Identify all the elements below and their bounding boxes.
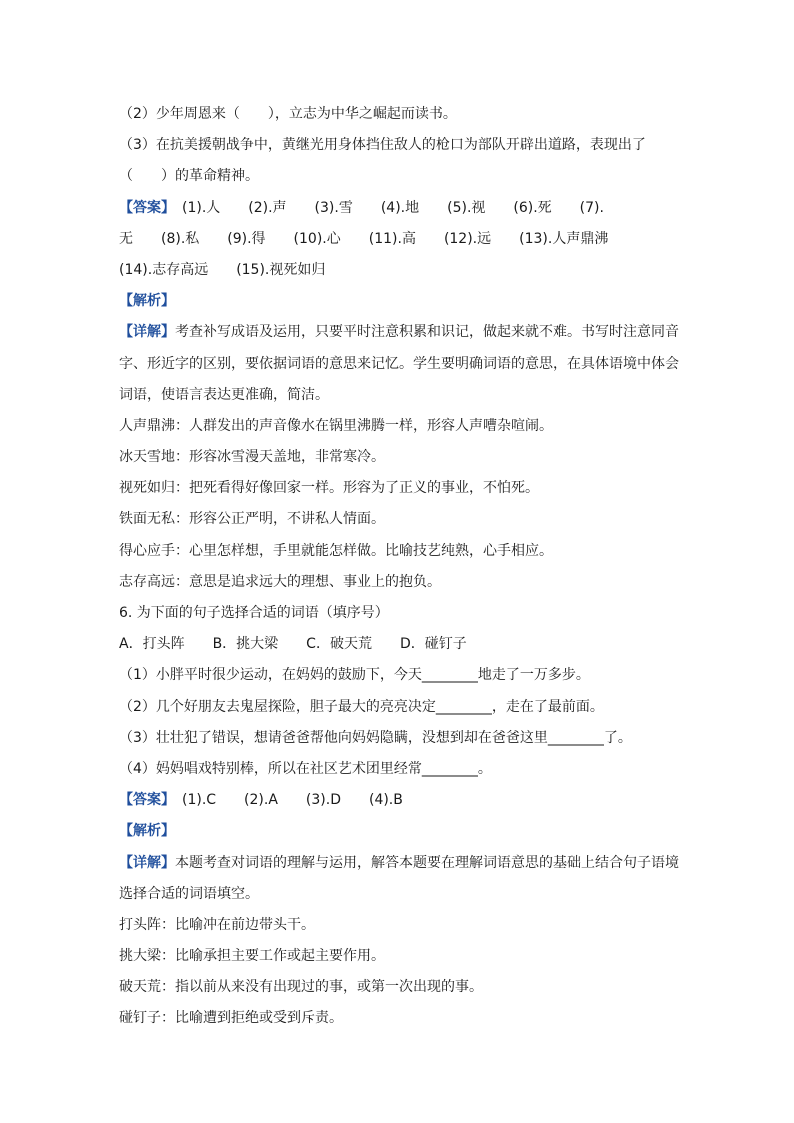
section-label: 【答案】 [119, 792, 168, 809]
line-text: A．打头阵 B．挑大梁 C．破天荒 D．碰钉子 [119, 636, 467, 653]
line-text: （1）小胖平时很少运动，在妈妈的鼓励下，今天________地走了一万多步。 [119, 667, 590, 684]
line-text: 考查补写成语及运用，只要平时注意积累和识记，做起来就不难。书写时注意同音 [175, 324, 679, 341]
text-line-text [119, 754, 679, 785]
section-label: 【解析】 [119, 293, 175, 310]
text-line-text [119, 879, 679, 910]
line-text: 人声鼎沸：人群发出的声音像水在锅里沸腾一样，形容人声嘈杂喧闹。 [119, 417, 553, 434]
text-line-text [119, 941, 679, 972]
line-text: （3）在抗美援朝战争中，黄继光用身体挡住敌人的枪口为部队开辟出道路，表现出了 [119, 137, 646, 154]
text-line-text [119, 473, 679, 504]
text-line-label [119, 816, 679, 847]
text-line-text [119, 910, 679, 941]
line-text: 冰天雪地：形容冰雪漫天盖地，非常寒冷。 [119, 449, 385, 466]
text-line-text [119, 349, 679, 380]
text-line-label [119, 286, 679, 317]
line-text: 志存高远：意思是追求远大的理想、事业上的抱负。 [119, 573, 441, 590]
line-text: 无 (8).私 (9).得 (10).心 (11).高 (12).远 (13).人声鼎沸 [119, 230, 609, 247]
text-line-text [119, 536, 679, 567]
text-line-text [119, 99, 679, 130]
line-text: （3）壮壮犯了错误，想请爸爸帮他向妈妈隐瞒，没想到却在爸爸这里________了。 [119, 729, 632, 746]
text-line-text [119, 972, 679, 1003]
line-text: 6. 为下面的句子选择合适的词语（填序号） [119, 605, 389, 621]
line-text: (1).人 (2).声 (3).雪 (4).地 (5).视 (6).死 (7). [168, 199, 604, 216]
text-line-text [119, 380, 679, 411]
text-line-answer [119, 785, 679, 816]
section-label: 【详解】 [119, 854, 175, 871]
text-line-text [119, 629, 679, 660]
line-text: 铁面无私：形容公正严明，不讲私人情面。 [119, 511, 385, 528]
line-text: 词语，使语言表达更准确，简洁。 [119, 386, 329, 403]
line-text: （4）妈妈唱戏特别棒，所以在社区艺术团里经常________。 [119, 760, 492, 777]
text-line-text [119, 692, 679, 723]
section-label: 【详解】 [119, 324, 175, 341]
text-line-text [119, 598, 679, 629]
text-line-text [119, 1003, 679, 1034]
text-line-text [119, 442, 679, 473]
text-line-text [119, 255, 679, 286]
text-line-text [119, 130, 679, 161]
text-line-text [119, 723, 679, 754]
line-text: (14).志存高远 (15).视死如归 [119, 261, 326, 278]
line-text: 挑大梁：比喻承担主要工作或起主要作用。 [119, 948, 385, 965]
text-line-text [119, 411, 679, 442]
line-text: 字、形近字的区别，要依据词语的意思来记忆。学生要明确词语的意思，在具体语境中体会 [119, 355, 679, 372]
line-text: 破天荒：指以前从来没有出现过的事，或第一次出现的事。 [119, 979, 483, 996]
line-text: (1).C (2).A (3).D (4).B [168, 792, 403, 809]
text-line-text [119, 504, 679, 535]
text-line-answer [119, 193, 679, 224]
line-text: 碰钉子：比喻遭到拒绝或受到斥责。 [119, 1010, 343, 1027]
line-text: 视死如归：把死看得好像回家一样。形容为了正义的事业，不怕死。 [119, 480, 539, 497]
section-label: 【答案】 [119, 199, 168, 216]
line-text: （ ）的革命精神。 [119, 168, 259, 185]
line-text: 选择合适的词语填空。 [119, 885, 259, 902]
line-text: 打头阵：比喻冲在前边带头干。 [119, 916, 315, 933]
line-text: 本题考查对词语的理解与运用，解答本题要在理解词语意思的基础上结合句子语境 [175, 854, 679, 871]
text-line-text [119, 224, 679, 255]
document-page [119, 99, 679, 1035]
section-label: 【解析】 [119, 823, 175, 840]
line-text: （2）几个好朋友去鬼屋探险，胆子最大的亮亮决定________，走在了最前面。 [119, 698, 604, 715]
line-text: 得心应手：心里怎样想，手里就能怎样做。比喻技艺纯熟，心手相应。 [119, 542, 553, 559]
text-line-text [119, 567, 679, 598]
text-line-detail [119, 317, 679, 348]
text-line-text [119, 660, 679, 691]
line-text: （2）少年周恩来（ ），立志为中华之崛起而读书。 [119, 106, 457, 122]
text-line-detail [119, 848, 679, 879]
text-line-text [119, 161, 679, 192]
